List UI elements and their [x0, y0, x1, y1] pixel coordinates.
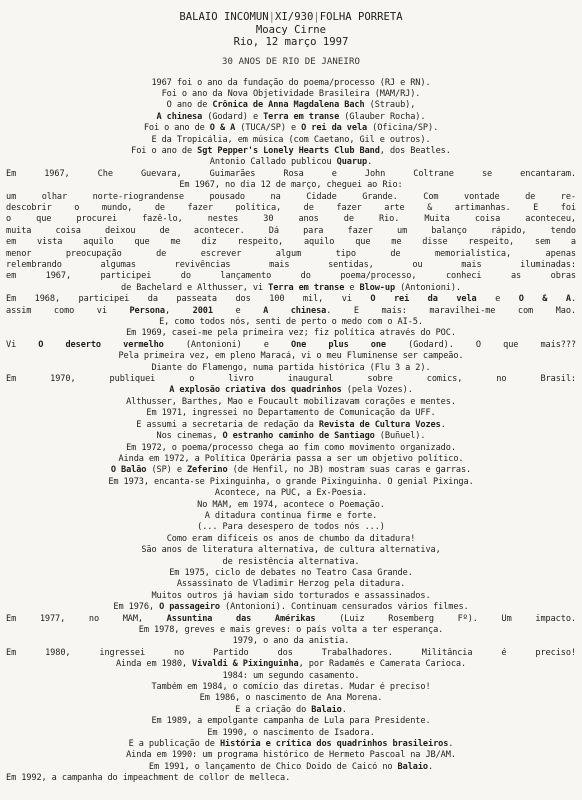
line-text: Também em 1984, o comício das diretas. Mudar é preciso! [151, 682, 431, 693]
title-reference: O & A [518, 294, 571, 305]
publication-name: BALAIO INCOMUN [179, 11, 269, 23]
line-text: . [570, 294, 576, 305]
text-line [6, 112, 576, 123]
article-title: 30 ANOS DE RIO DE JANEIRO [222, 56, 360, 67]
line-text: Em 1986, o nascimento de Ana Morena. [199, 693, 383, 704]
line-text: e [344, 282, 360, 293]
text-line [6, 454, 576, 465]
line-text: No MAM, em 1974, acontece o Poemação. [197, 499, 385, 510]
title-reference: O estranho caminho de Santiago [222, 431, 375, 442]
line-text: Muitos outros já haviam sido torturados e assassinados. [151, 590, 431, 601]
line-text: , por Radamés e Camerata Carioca. [298, 659, 467, 670]
line-text: Em 1967, Che Guevara, Guimarães Rosa e John Coltrane se encantaram. [6, 168, 576, 179]
text-line [6, 328, 576, 339]
line-text: Em 1992, a campanha do impeachment de collor de melleca. [6, 773, 291, 784]
title-reference: A chinesa [156, 111, 203, 122]
line-text: Em 1967, no dia 12 de março, cheguei ao Rio: [179, 180, 403, 191]
text-line [6, 374, 576, 385]
title-reference: Blow-up [359, 282, 396, 293]
issue-number: XI/930 [275, 11, 314, 23]
line-text: 1967 foi o ano da fundação do poema/processo (RJ e RN). [151, 77, 431, 88]
text-line [6, 249, 576, 260]
text-line [6, 260, 576, 271]
text-line [6, 477, 576, 488]
text-line [6, 271, 576, 282]
title-reference: A explosão criativa dos quadrinhos [169, 385, 342, 396]
line-text: Ainda em 1980, [115, 659, 193, 670]
text-line [6, 648, 576, 659]
line-text: Ainda em 1990: um programa histórico de Hermeto Pascoal na JB/AM. [126, 750, 456, 761]
title-reference: Vivaldi & Pixinguinha [192, 659, 299, 670]
text-line [6, 203, 576, 214]
text-line [6, 568, 576, 579]
text-line [6, 180, 576, 191]
line-text: Em 1978, greves e mais greves: o país volta a ter esperança. [138, 625, 444, 635]
title-reference: Balaio [397, 761, 428, 772]
text-line [6, 294, 576, 305]
text-line [6, 602, 576, 613]
title-reference: A chinesa [263, 305, 327, 316]
line-text: (SP) e [146, 465, 187, 476]
text-line [6, 443, 576, 454]
line-text: Em 1973, encanta-se Pixinguinha, o grande Pixinguinha. O genial Pixinga. [108, 476, 474, 487]
line-text: . E mais: maravilhei-me com Mao. [326, 305, 576, 316]
line-text: . [448, 739, 454, 750]
line-text: (Godard). O que mais??? [386, 339, 576, 350]
text-line [6, 773, 576, 784]
line-text: o que procurei fazê-lo, nestes 30 anos de Rio. Muita coisa aconteceu, [6, 214, 576, 225]
line-text: E assumi a secretaria de redação da [136, 419, 319, 430]
text-line [6, 283, 576, 294]
text-line [6, 78, 576, 89]
line-text: Em 1989, a empolgante campanha de Lula para Presidente. [151, 716, 431, 727]
title-reference: O Balão [110, 465, 147, 476]
title-reference: O deserto vermelho [38, 339, 164, 350]
title-reference: Crônica de Anna Magdalena Bach [212, 100, 365, 111]
line-text: O ano de [166, 100, 213, 111]
title-reference: Terra em transe [263, 111, 340, 122]
line-text: em vista aquilo que me diz respeito, aquilo que me disse respeito, sem a [6, 237, 576, 248]
line-text: Assassinato de Vladimir Herzog pela ditadura. [176, 579, 406, 590]
line-text: em 1967, participei do lançamento do poema/processo, conheci as obras [6, 271, 576, 282]
text-line [6, 146, 576, 157]
line-text: (Buñuel). [374, 431, 426, 442]
text-line [6, 306, 576, 317]
line-text: Em 1971, ingressei no Departamento de Comunicação da UFF. [146, 408, 436, 419]
text-line [6, 762, 576, 773]
line-text: Nos cinemas, [156, 431, 223, 442]
text-line [6, 431, 576, 442]
text-line [6, 397, 576, 408]
title-reference: O rei da vela [370, 294, 477, 305]
text-line [6, 545, 576, 556]
line-text: (Luiz Rosemberg Fº). Um impacto. [315, 613, 576, 624]
text-line [6, 488, 576, 499]
title-reference: Terra em transe [268, 282, 345, 293]
title-reference: Revista de Cultura Vozes [318, 419, 441, 430]
text-line [6, 636, 576, 647]
line-text: (Godard) e [202, 111, 264, 122]
line-text: , [165, 305, 193, 316]
title-reference: O rei da vela [301, 123, 368, 134]
line-text: Em 1980, ingressei no Partido dos Trabalhadores. Militância é preciso! [6, 647, 576, 658]
author-name: Moacy Cirne [255, 23, 327, 36]
text-line [6, 340, 576, 351]
title-reference: One plus one [291, 339, 386, 350]
place-date: Rio, 12 março 1997 [233, 36, 349, 48]
line-text: (Antonioni). [395, 282, 461, 293]
title-reference: Zeferino [186, 465, 228, 476]
title-reference: Quarup [336, 157, 368, 168]
text-line [6, 750, 576, 761]
line-text: um olhar norte-riograndense pousado na Cidade Grande. Com vontade de re- [6, 191, 576, 202]
text-line [6, 716, 576, 727]
text-line [6, 500, 576, 511]
text-line [6, 682, 576, 693]
line-text: Em 1968, participei da passeata dos 100 mil, vi [6, 294, 371, 305]
line-text: (Straub), [364, 100, 416, 111]
article-body [0, 78, 582, 785]
line-text: Ainda em 1972, a Política Operária passa a ser um objetivo político. [118, 453, 464, 464]
line-text: Foi o ano de [131, 145, 198, 156]
text-line [6, 363, 576, 374]
text-line [6, 522, 576, 533]
line-text: Em 1970, publiquei o livro inaugural sobre comics, no Brasil: [6, 374, 576, 385]
line-text: Em 1990, o nascimento de Isadora. [207, 727, 375, 738]
text-line [6, 214, 576, 225]
title-reference: O & A [209, 123, 236, 134]
text-line [6, 625, 576, 636]
text-line [6, 557, 576, 568]
title-reference: História e crítica dos quadrinhos brasileiros [219, 739, 449, 750]
line-text: (Glauber Rocha). [339, 111, 426, 122]
text-line [6, 465, 576, 476]
line-text: Em 1972, o poema/processo chega ao fim como movimento organizado. [126, 442, 456, 453]
line-text: 1984: um segundo casamento. [222, 670, 360, 681]
line-text: Antonio Callado publicou [209, 157, 337, 168]
text-line [6, 614, 576, 625]
line-text: (Antonioni) e [163, 339, 291, 350]
text-line [6, 408, 576, 419]
section-name: FOLHA PORRETA [319, 11, 403, 23]
line-text: Althusser, Barthes, Mao e Foucault mobilizavam corações e mentes. [126, 396, 456, 407]
text-line [6, 317, 576, 328]
line-text: Pela primeira vez, em pleno Maracá, vi o meu Fluminense ser campeão. [118, 351, 464, 362]
title-reference: 2001 [192, 305, 213, 316]
line-text: (Antonioni). Continuam censurados vários filmes. [219, 602, 469, 613]
text-line [6, 385, 576, 396]
text-line [6, 579, 576, 590]
line-text: São anos de literatura alternativa, de cultura alternativa, [141, 545, 441, 556]
text-line [6, 192, 576, 203]
line-text: E da Tropicália, em música (com Caetano, Gil e outros). [151, 134, 431, 145]
text-line [6, 89, 576, 100]
text-line [6, 511, 576, 522]
line-text: . [428, 761, 434, 772]
line-text: menor preocupação de escrever algum tipo de memorialística, apenas [6, 248, 576, 259]
text-line [6, 671, 576, 682]
line-text: (... Para desespero de todos nós ...) [197, 522, 385, 533]
text-line [6, 100, 576, 111]
line-text: Em 1975, ciclo de debates no Teatro Casa Grande. [169, 567, 413, 578]
line-text: Vi [6, 339, 39, 350]
line-text: Em 1977, no MAM, [6, 613, 167, 624]
line-text: e [212, 305, 264, 316]
text-line [6, 226, 576, 237]
title-reference: Assuntina das Amérikas [166, 613, 316, 624]
line-text: E, como todos nós, senti de perto o medo com o AI-5. [159, 317, 423, 328]
issue-volume: XI [275, 11, 288, 23]
text-line [6, 157, 576, 168]
issue-page: 930 [294, 11, 314, 23]
title-reference: Balaio [311, 704, 342, 715]
text-line [6, 135, 576, 146]
text-line [6, 237, 576, 248]
line-text: Foi o ano de [143, 123, 210, 134]
line-text: (Oficina/SP). [367, 123, 439, 134]
line-text: (TUCA/SP) e [235, 123, 302, 134]
text-line [6, 705, 576, 716]
line-text: . [341, 704, 347, 715]
masthead: BALAIO INCOMUN|XI/930|FOLHA PORRETA [179, 11, 403, 23]
line-text: Em 1991, o lançamento de Chico Doido de Caicó no [148, 761, 398, 772]
text-line [6, 420, 576, 431]
line-text: , dos Beatles. [379, 145, 451, 156]
text-line [6, 728, 576, 739]
line-text: . [440, 419, 446, 430]
line-text: (de Henfil, no JB) mostram suas caras e garras. [227, 465, 472, 476]
line-text: assim como vi [6, 305, 130, 316]
text-line [6, 351, 576, 362]
line-text: Como eram difíceis os anos de chumbo da ditadura! [166, 533, 416, 544]
title-reference: O passageiro [159, 602, 220, 613]
text-line [6, 169, 576, 180]
text-line [6, 534, 576, 545]
text-line [6, 693, 576, 704]
line-text: E a criação do [235, 704, 312, 715]
title-reference: Persona [129, 305, 165, 316]
text-line [6, 591, 576, 602]
line-text: A ditadura continua firme e forte. [204, 510, 378, 521]
line-text: Foi o ano da Nova Objetividade Brasileira (MAM/RJ). [161, 88, 421, 99]
text-line [6, 739, 576, 750]
line-text: Em 1969, casei-me pela primeira vez; fiz política através do POC. [126, 328, 456, 339]
line-text: Acontece, na PUC, a Ex-Poesia. [214, 488, 368, 499]
line-text: (pela Vozes). [341, 385, 413, 396]
title-reference: Sgt Pepper's Lonely Hearts Club Band [197, 145, 380, 156]
line-text: de Bachelard e Althusser, vi [121, 282, 269, 293]
line-text: Diante do Flamengo, numa partida histórica (Flu 3 a 2). [151, 362, 431, 373]
line-text: 1979, o ano da anistia. [232, 636, 350, 647]
line-text: relembrando algumas revivências mais sentidas, ou mais iluminadas: [6, 260, 576, 270]
line-text: muita coisa deixou de acontecer. Dá para fazer um balanço rápido, tendo [6, 225, 576, 236]
line-text: Em 1976, [113, 602, 160, 613]
line-text: . [367, 157, 373, 168]
line-text: e [476, 294, 519, 305]
text-line [6, 123, 576, 134]
text-line [6, 659, 576, 670]
line-text: descobrir o mundo, de fazer política, de fazer arte & artimanhas. E foi [6, 202, 576, 213]
line-text: de resistência alternativa. [222, 556, 360, 567]
line-text: E a publicação de [128, 739, 220, 750]
